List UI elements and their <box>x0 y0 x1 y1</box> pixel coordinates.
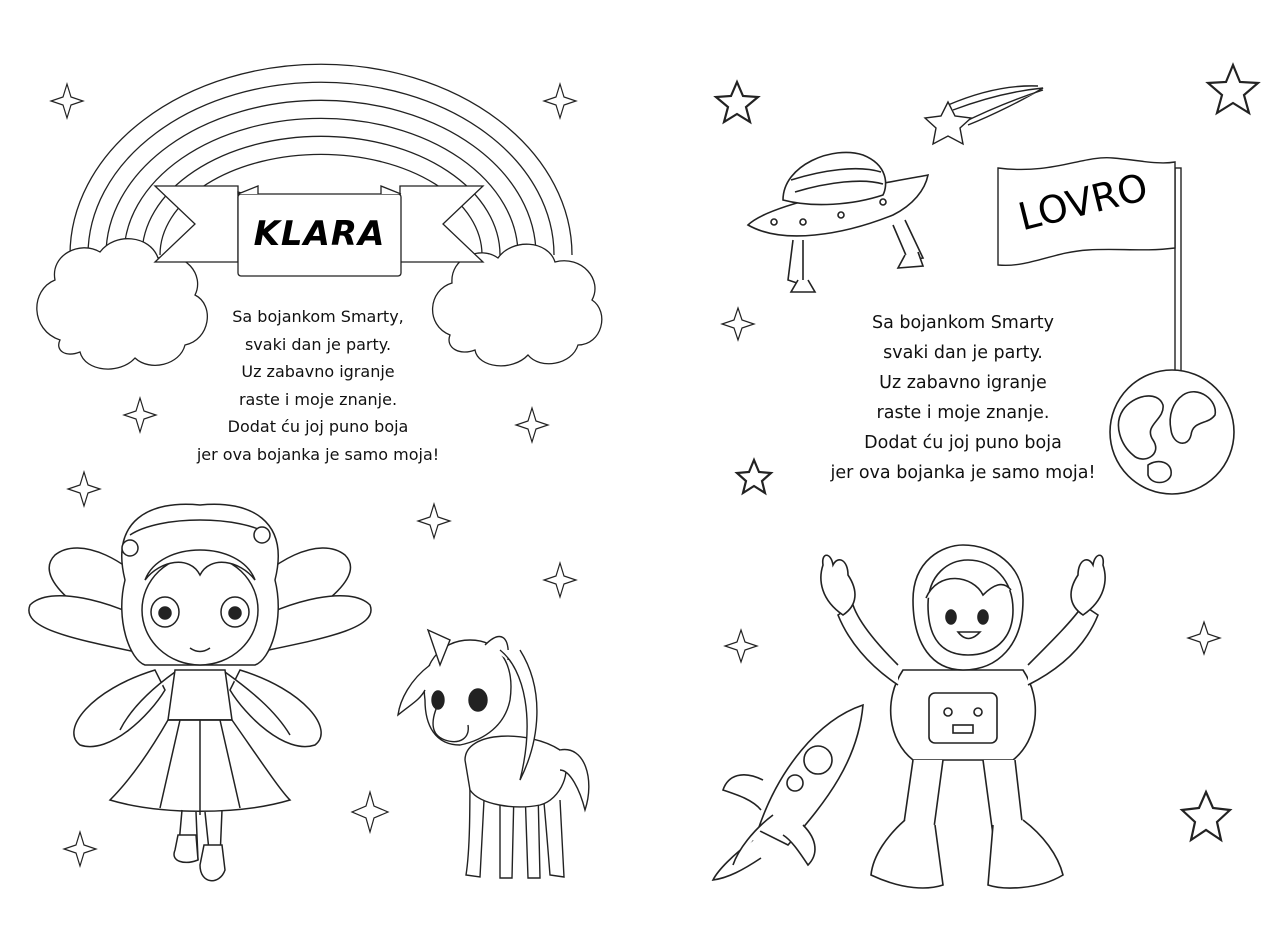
poem-line: Dodat ću joj puno boja <box>227 417 409 437</box>
poem-line: Sa bojankom Smarty <box>871 313 1054 333</box>
ufo-illustration <box>748 152 928 292</box>
poem-line: raste i moje znanje. <box>876 403 1050 423</box>
poem-line: raste i moje znanje. <box>238 389 398 409</box>
astronaut-illustration <box>821 545 1105 888</box>
poem-line: svaki dan je party. <box>244 334 392 354</box>
poem-line: Uz zabavno igranje <box>241 362 395 382</box>
child-name-klara: KLARA <box>253 214 386 254</box>
left-poem <box>160 303 476 469</box>
poem-line: Uz zabavno igranje <box>879 373 1047 393</box>
poem-line: svaki dan je party. <box>883 343 1043 363</box>
poem-line: jer ova bojanka je samo moja! <box>830 463 1096 483</box>
poem-line: jer ova bojanka je samo moja! <box>196 444 440 464</box>
shooting-star <box>925 86 1043 144</box>
poem-line: Sa bojankom Smarty, <box>232 307 404 326</box>
rocket-illustration <box>713 705 863 880</box>
child-name-lovro: LOVRO <box>1013 164 1153 240</box>
poem-line: Dodat ću joj puno boja <box>864 433 1062 453</box>
right-coloring-page <box>643 0 1286 938</box>
unicorn-illustration <box>398 630 589 878</box>
right-poem <box>793 308 1133 488</box>
fairy-illustration <box>29 504 371 880</box>
